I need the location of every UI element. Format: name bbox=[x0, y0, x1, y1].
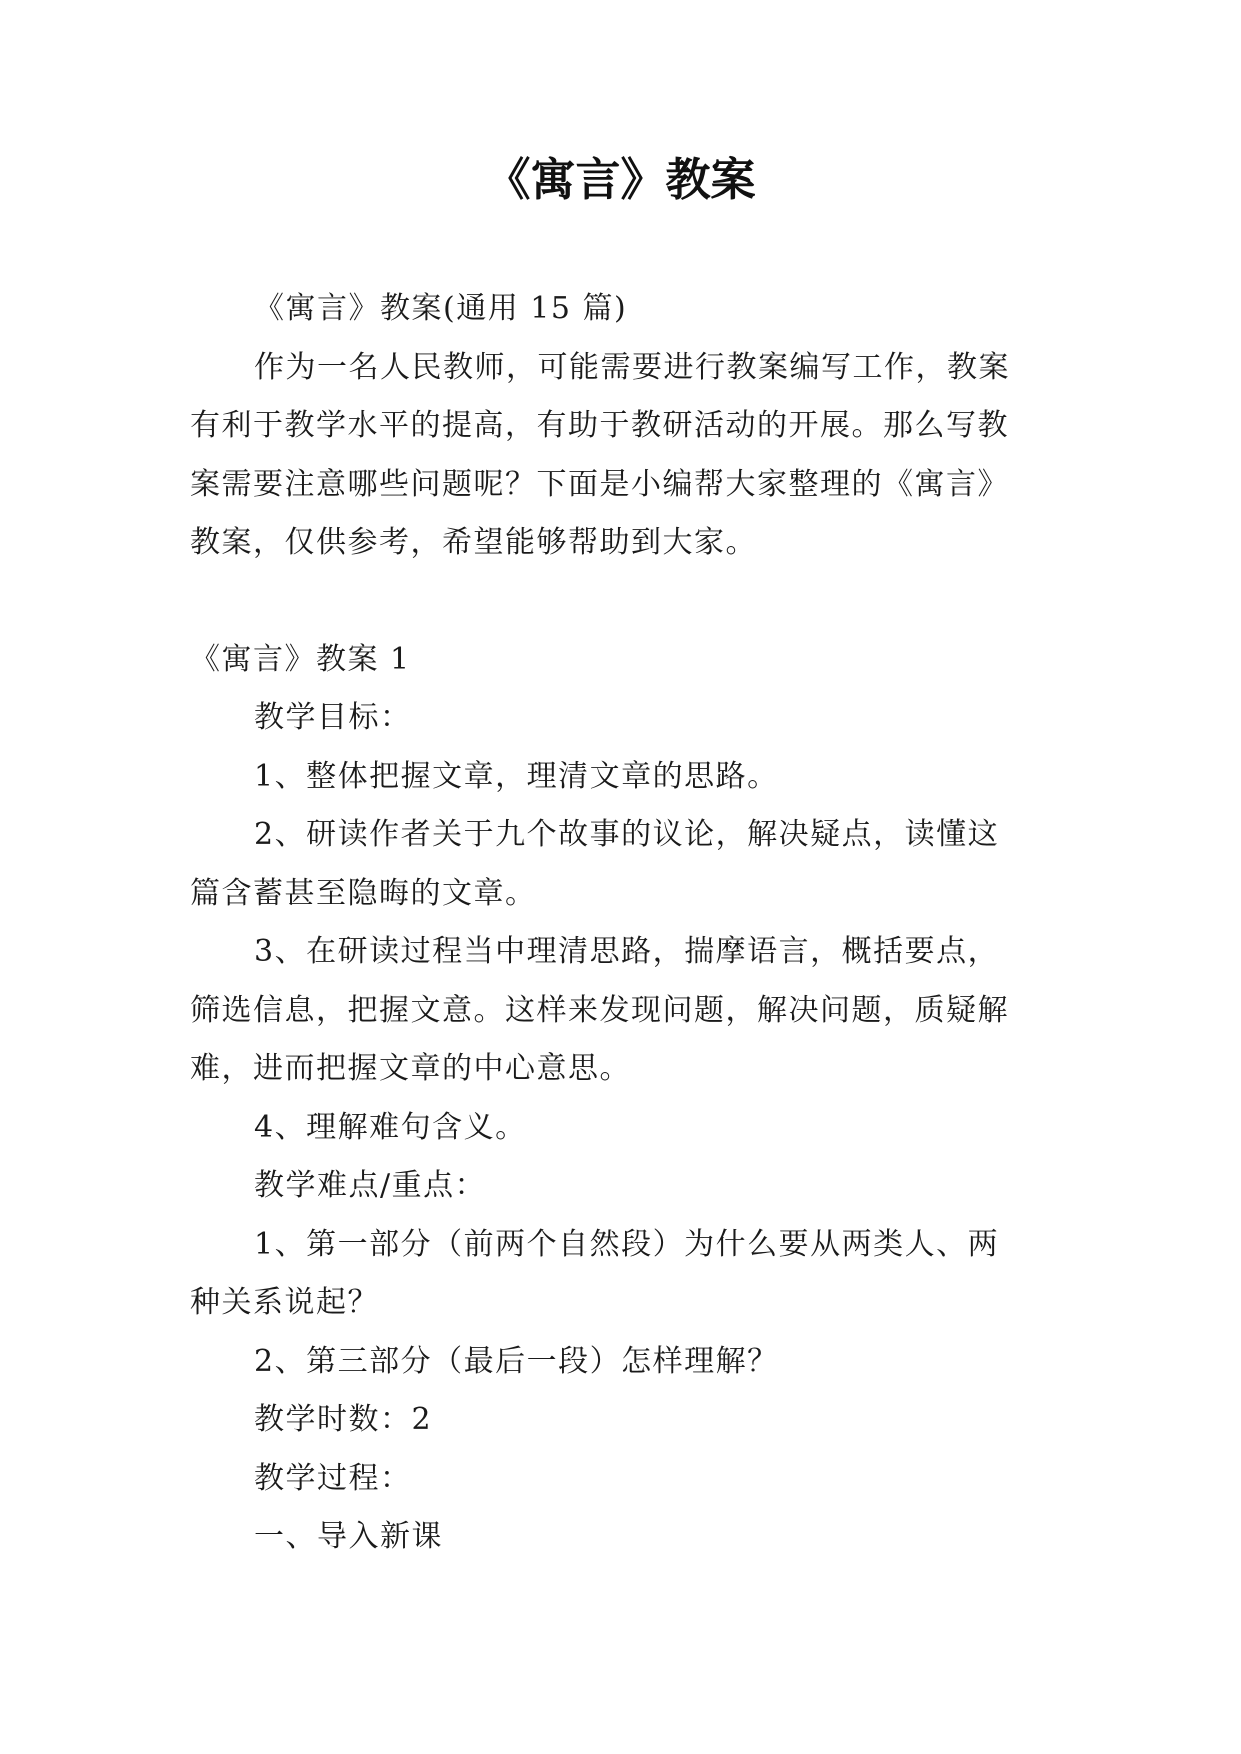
paragraph-line: 教学目标： bbox=[254, 700, 412, 735]
paragraph-line: 篇含蓄甚至隐晦的文章。 bbox=[190, 875, 537, 911]
section-gap bbox=[190, 573, 1070, 631]
paragraph-line: 教学时数：2 bbox=[254, 1402, 433, 1437]
paragraph-line: 4、理解难句含义。 bbox=[254, 1109, 527, 1145]
paragraph-line: 2、第三部分（最后一段）怎样理解？ bbox=[254, 1343, 779, 1379]
intro-line: 有利于教学水平的提高，有助于教研活动的开展。那么写教 bbox=[190, 408, 1009, 443]
paragraph-line: 种关系说起？ bbox=[190, 1285, 379, 1320]
paragraph-line: 3、在研读过程当中理清思路，揣摩语言，概括要点， bbox=[254, 934, 1000, 969]
paragraph-line: 筛选信息，把握文意。这样来发现问题，解决问题，质疑解 bbox=[190, 992, 1009, 1028]
paragraph-line: 1、整体把握文章，理清文章的思路。 bbox=[254, 758, 779, 794]
paragraph-line: 教学过程： bbox=[254, 1460, 412, 1496]
paragraph-line: 难，进而把握文章的中心意思。 bbox=[190, 1051, 631, 1086]
document-body bbox=[190, 280, 1070, 1567]
section-heading: 《寓言》教案 1 bbox=[190, 641, 411, 677]
document-title: 《寓言》教案 bbox=[485, 153, 756, 206]
paragraph-line: 1、第一部分（前两个自然段）为什么要从两类人、两 bbox=[254, 1226, 1000, 1262]
paragraph-line: 2、研读作者关于九个故事的议论，解决疑点，读懂这 bbox=[254, 817, 1000, 852]
intro-line: 案需要注意哪些问题呢？下面是小编帮大家整理的《寓言》 bbox=[190, 466, 1009, 502]
paragraph-line: 教学难点/重点： bbox=[254, 1168, 487, 1203]
intro-line: 作为一名人民教师，可能需要进行教案编写工作，教案 bbox=[254, 349, 1010, 385]
subtitle-line: 《寓言》教案(通用 15 篇) bbox=[254, 291, 628, 326]
paragraph-line: 一、导入新课 bbox=[254, 1519, 443, 1554]
intro-line: 教案，仅供参考，希望能够帮助到大家。 bbox=[190, 525, 757, 560]
